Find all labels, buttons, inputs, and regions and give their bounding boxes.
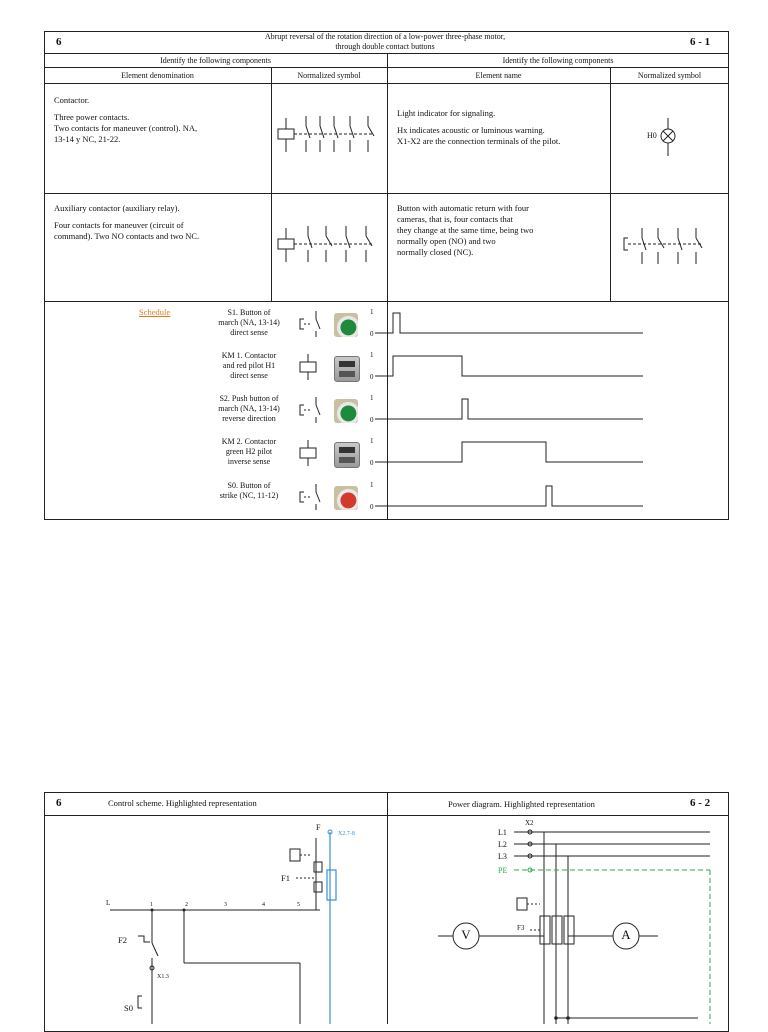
timing-waveform: [375, 438, 655, 468]
timing-row-label: [205, 481, 293, 501]
control-label-x27: X2.7-8: [338, 831, 355, 837]
text-line: Three power contacts.: [54, 112, 130, 122]
level-high-label: 1: [370, 481, 374, 489]
button-contact-symbol: [298, 482, 322, 512]
panel-number: 6: [56, 36, 62, 48]
contactor-icon: [334, 356, 360, 382]
button-contact-symbol: [298, 395, 322, 425]
text-line: they change at the same time, being two: [397, 225, 534, 235]
level-low-label: 0: [370, 416, 374, 424]
red-button-icon: [334, 486, 358, 510]
timing-waveform: [375, 395, 655, 425]
control-label-2: 2: [185, 902, 188, 908]
control-label-f: F: [316, 823, 321, 832]
control-label-4: 4: [262, 902, 265, 908]
text-line: Light indicator for signaling.: [397, 108, 496, 118]
green-button-icon: [334, 399, 358, 423]
control-label-s0: S0: [124, 1003, 133, 1013]
text-line: cameras, that is, four contacts that: [397, 214, 513, 224]
timing-row-label-line: KM 2. Contactor: [221, 437, 277, 446]
schedule-label: Schedule: [139, 307, 171, 317]
col-normalized-symbol-left: Normalized symbol: [297, 71, 361, 80]
auxiliary-contactor-symbol: [276, 222, 384, 268]
row2-right-text: [397, 203, 583, 258]
timing-row-label: [205, 437, 293, 467]
power-label-l3: L3: [498, 852, 507, 861]
power-diagram: [388, 818, 728, 1024]
voltmeter-label: V: [461, 927, 471, 942]
text-line: Four contacts for maneuver (circuit of: [54, 220, 184, 230]
panel2-code: 6 - 2: [690, 797, 711, 809]
divider: [271, 67, 272, 301]
text-line: X1-X2 are the connection terminals of the pilot.: [397, 136, 561, 146]
row1-right-text: [397, 108, 607, 147]
contactor-symbol: [276, 112, 384, 158]
level-low-label: 0: [370, 459, 374, 467]
panel-title-line2: through double contact buttons: [335, 42, 435, 51]
level-low-label: 0: [370, 503, 374, 511]
green-button-icon: [334, 313, 358, 337]
timing-row-label-line: direct sense: [230, 328, 268, 337]
timing-row-label: [205, 308, 293, 338]
power-label-x2: X2: [525, 819, 534, 827]
panel-title-line1: Abrupt reversal of the rotation direction of a low-power three-phase motor,: [264, 32, 506, 41]
row2-left-text: [54, 203, 264, 242]
timing-row-label-line: direct sense: [230, 371, 268, 380]
timing-row-label-line: S1. Button of: [227, 308, 271, 317]
col-element-name: Element name: [475, 71, 522, 80]
timing-row-label-line: march (NA, 13-14): [218, 318, 280, 327]
control-label-x13: X1.3: [157, 974, 169, 980]
timing-row-label-line: strike (NC, 11-12): [219, 491, 279, 500]
control-label-l: L: [106, 899, 111, 907]
text-line: 13-14 y NC, 21-22.: [54, 134, 121, 144]
timing-waveform: [375, 482, 655, 512]
text-line: Auxiliary contactor (auxiliary relay).: [54, 203, 180, 213]
panel-code: 6 - 1: [690, 36, 711, 48]
timing-row-label: [205, 351, 293, 381]
identify-right: Identify the following components: [502, 56, 614, 65]
divider: [44, 193, 729, 194]
panel2-number: 6: [56, 797, 62, 809]
pilot-light-label: H0: [647, 131, 657, 140]
power-label-f3: F3: [517, 924, 525, 932]
text-line: command). Two NO contacts and two NC.: [54, 231, 200, 241]
power-diagram-title: Power diagram. Highlighted representation: [448, 799, 595, 809]
contactor-coil-symbol: [298, 438, 322, 468]
level-high-label: 1: [370, 351, 374, 359]
timing-waveform: [375, 352, 655, 382]
divider: [44, 301, 729, 302]
level-high-label: 1: [370, 437, 374, 445]
level-high-label: 1: [370, 394, 374, 402]
power-label-pe: PE: [498, 866, 508, 875]
timing-row-label-line: S2. Push button of: [219, 394, 279, 403]
identify-left: Identify the following components: [160, 56, 271, 65]
control-label-f1: F1: [281, 873, 290, 883]
row1-left-text: [54, 95, 264, 145]
timing-row-label-line: and red pilot H1: [222, 361, 276, 370]
control-scheme-diagram: [90, 818, 386, 1024]
contactor-coil-symbol: [298, 352, 322, 382]
control-label-f2: F2: [118, 935, 127, 945]
four-contact-button-symbol: [622, 226, 718, 268]
power-label-l1: L1: [498, 828, 507, 837]
timing-row-label-line: S0. Button of: [227, 481, 271, 490]
timing-row-label-line: KM 1. Contactor: [221, 351, 277, 360]
text-line: Hx indicates acoustic or luminous warning.: [397, 125, 545, 135]
timing-row-label-line: reverse direction: [222, 414, 276, 423]
control-label-1: 1: [150, 902, 153, 908]
col-normalized-symbol-right: Normalized symbol: [637, 71, 702, 80]
level-high-label: 1: [370, 308, 374, 316]
power-label-l2: L2: [498, 840, 507, 849]
ammeter-label: A: [621, 927, 631, 942]
timing-row-label: [205, 394, 293, 424]
text-line: Contactor.: [54, 95, 90, 105]
text-line: normally open (NO) and two: [397, 236, 496, 246]
timing-row-label-line: inverse sense: [227, 457, 271, 466]
button-contact-symbol: [298, 309, 322, 339]
timing-waveform: [375, 309, 655, 339]
control-scheme-title: Control scheme. Highlighted representation: [108, 798, 257, 808]
text-line: Button with automatic return with four: [397, 203, 529, 213]
contactor-icon: [334, 442, 360, 468]
divider: [610, 67, 611, 301]
control-label-5: 5: [297, 902, 300, 908]
level-low-label: 0: [370, 373, 374, 381]
timing-row-label-line: march (NA, 13-14): [218, 404, 280, 413]
timing-row-label-line: green H2 pilot: [225, 447, 273, 456]
text-line: normally closed (NC).: [397, 247, 474, 257]
control-label-3: 3: [224, 902, 227, 908]
level-low-label: 0: [370, 330, 374, 338]
col-element-denomination: Element denomination: [121, 71, 194, 80]
text-line: Two contacts for maneuver (control). NA,: [54, 123, 198, 133]
